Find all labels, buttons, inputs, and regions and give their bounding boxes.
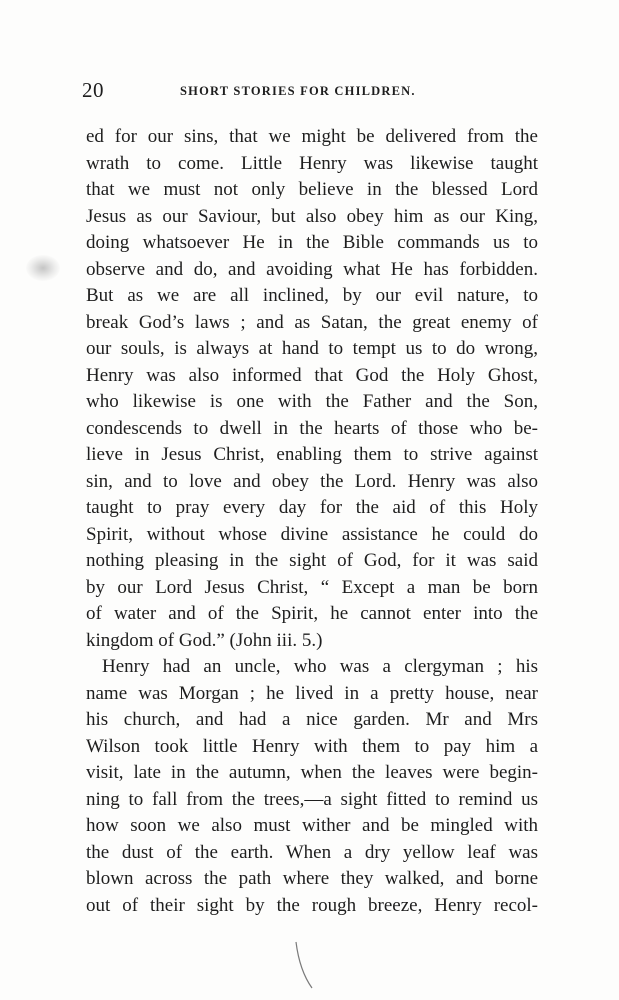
text-line: observe and do, and avoiding what He has forbidden. xyxy=(86,258,538,280)
text-line: sin, and to love and obey the Lord. Henry was also xyxy=(86,470,538,492)
text-line: taught to pray every day for the aid of this Holy xyxy=(86,497,538,518)
text-line: our souls, is always at hand to tempt us to do wrong, xyxy=(86,338,538,359)
text-line: Wilson took little Henry with them to pay him a xyxy=(86,735,538,757)
text-line: Henry was also informed that God the Holy Ghost, xyxy=(86,364,538,386)
page-number: 20 xyxy=(82,78,104,102)
text-line: who likewise is one with the Father and the Son, xyxy=(86,391,538,412)
page-header xyxy=(82,78,542,108)
ink-smudge xyxy=(26,255,60,281)
text-line: ning to fall from the trees,—a sight fitted to remind us xyxy=(86,788,538,810)
text-line: of water and of the Spirit, he cannot enter into the xyxy=(86,603,538,624)
text-line: Henry had an uncle, who was a clergyman ; his xyxy=(102,656,538,677)
text-line: visit, late in the autumn, when the leaves were begin- xyxy=(86,762,538,783)
text-line: Jesus as our Saviour, but also obey him as our King, xyxy=(86,205,538,227)
text-line: doing whatsoever He in the Bible commands us to xyxy=(86,232,538,253)
text-line: blown across the path where they walked, and borne xyxy=(86,868,538,889)
body-text xyxy=(86,124,538,919)
pencil-mark xyxy=(290,940,320,990)
text-line: kingdom of God.” (John iii. 5.) xyxy=(86,629,323,651)
text-line: the dust of the earth. When a dry yellow leaf was xyxy=(86,841,538,863)
text-line: condescends to dwell in the hearts of those who be- xyxy=(86,417,538,439)
text-line: by our Lord Jesus Christ, “ Except a man be born xyxy=(86,576,538,598)
text-line: But as we are all inclined, by our evil nature, to xyxy=(86,285,538,306)
text-line: nothing pleasing in the sight of God, for it was said xyxy=(86,550,538,571)
text-line: his church, and had a nice garden. Mr and Mrs xyxy=(86,709,538,730)
text-line: ed for our sins, that we might be delivered from the xyxy=(86,126,538,147)
text-line: that we must not only believe in the blessed Lord xyxy=(86,179,538,200)
running-head: SHORT STORIES FOR CHILDREN. xyxy=(180,84,416,98)
text-line: how soon we also must wither and be mingled with xyxy=(86,815,538,836)
text-line: lieve in Jesus Christ, enabling them to strive against xyxy=(86,444,538,465)
text-line: Spirit, without whose divine assistance he could do xyxy=(86,523,538,545)
text-line: break God’s laws ; and as Satan, the great enemy of xyxy=(86,311,538,333)
text-line: name was Morgan ; he lived in a pretty house, near xyxy=(86,682,538,704)
text-line: out of their sight by the rough breeze, Henry recol- xyxy=(86,894,538,916)
text-line: wrath to come. Little Henry was likewise taught xyxy=(86,152,538,174)
